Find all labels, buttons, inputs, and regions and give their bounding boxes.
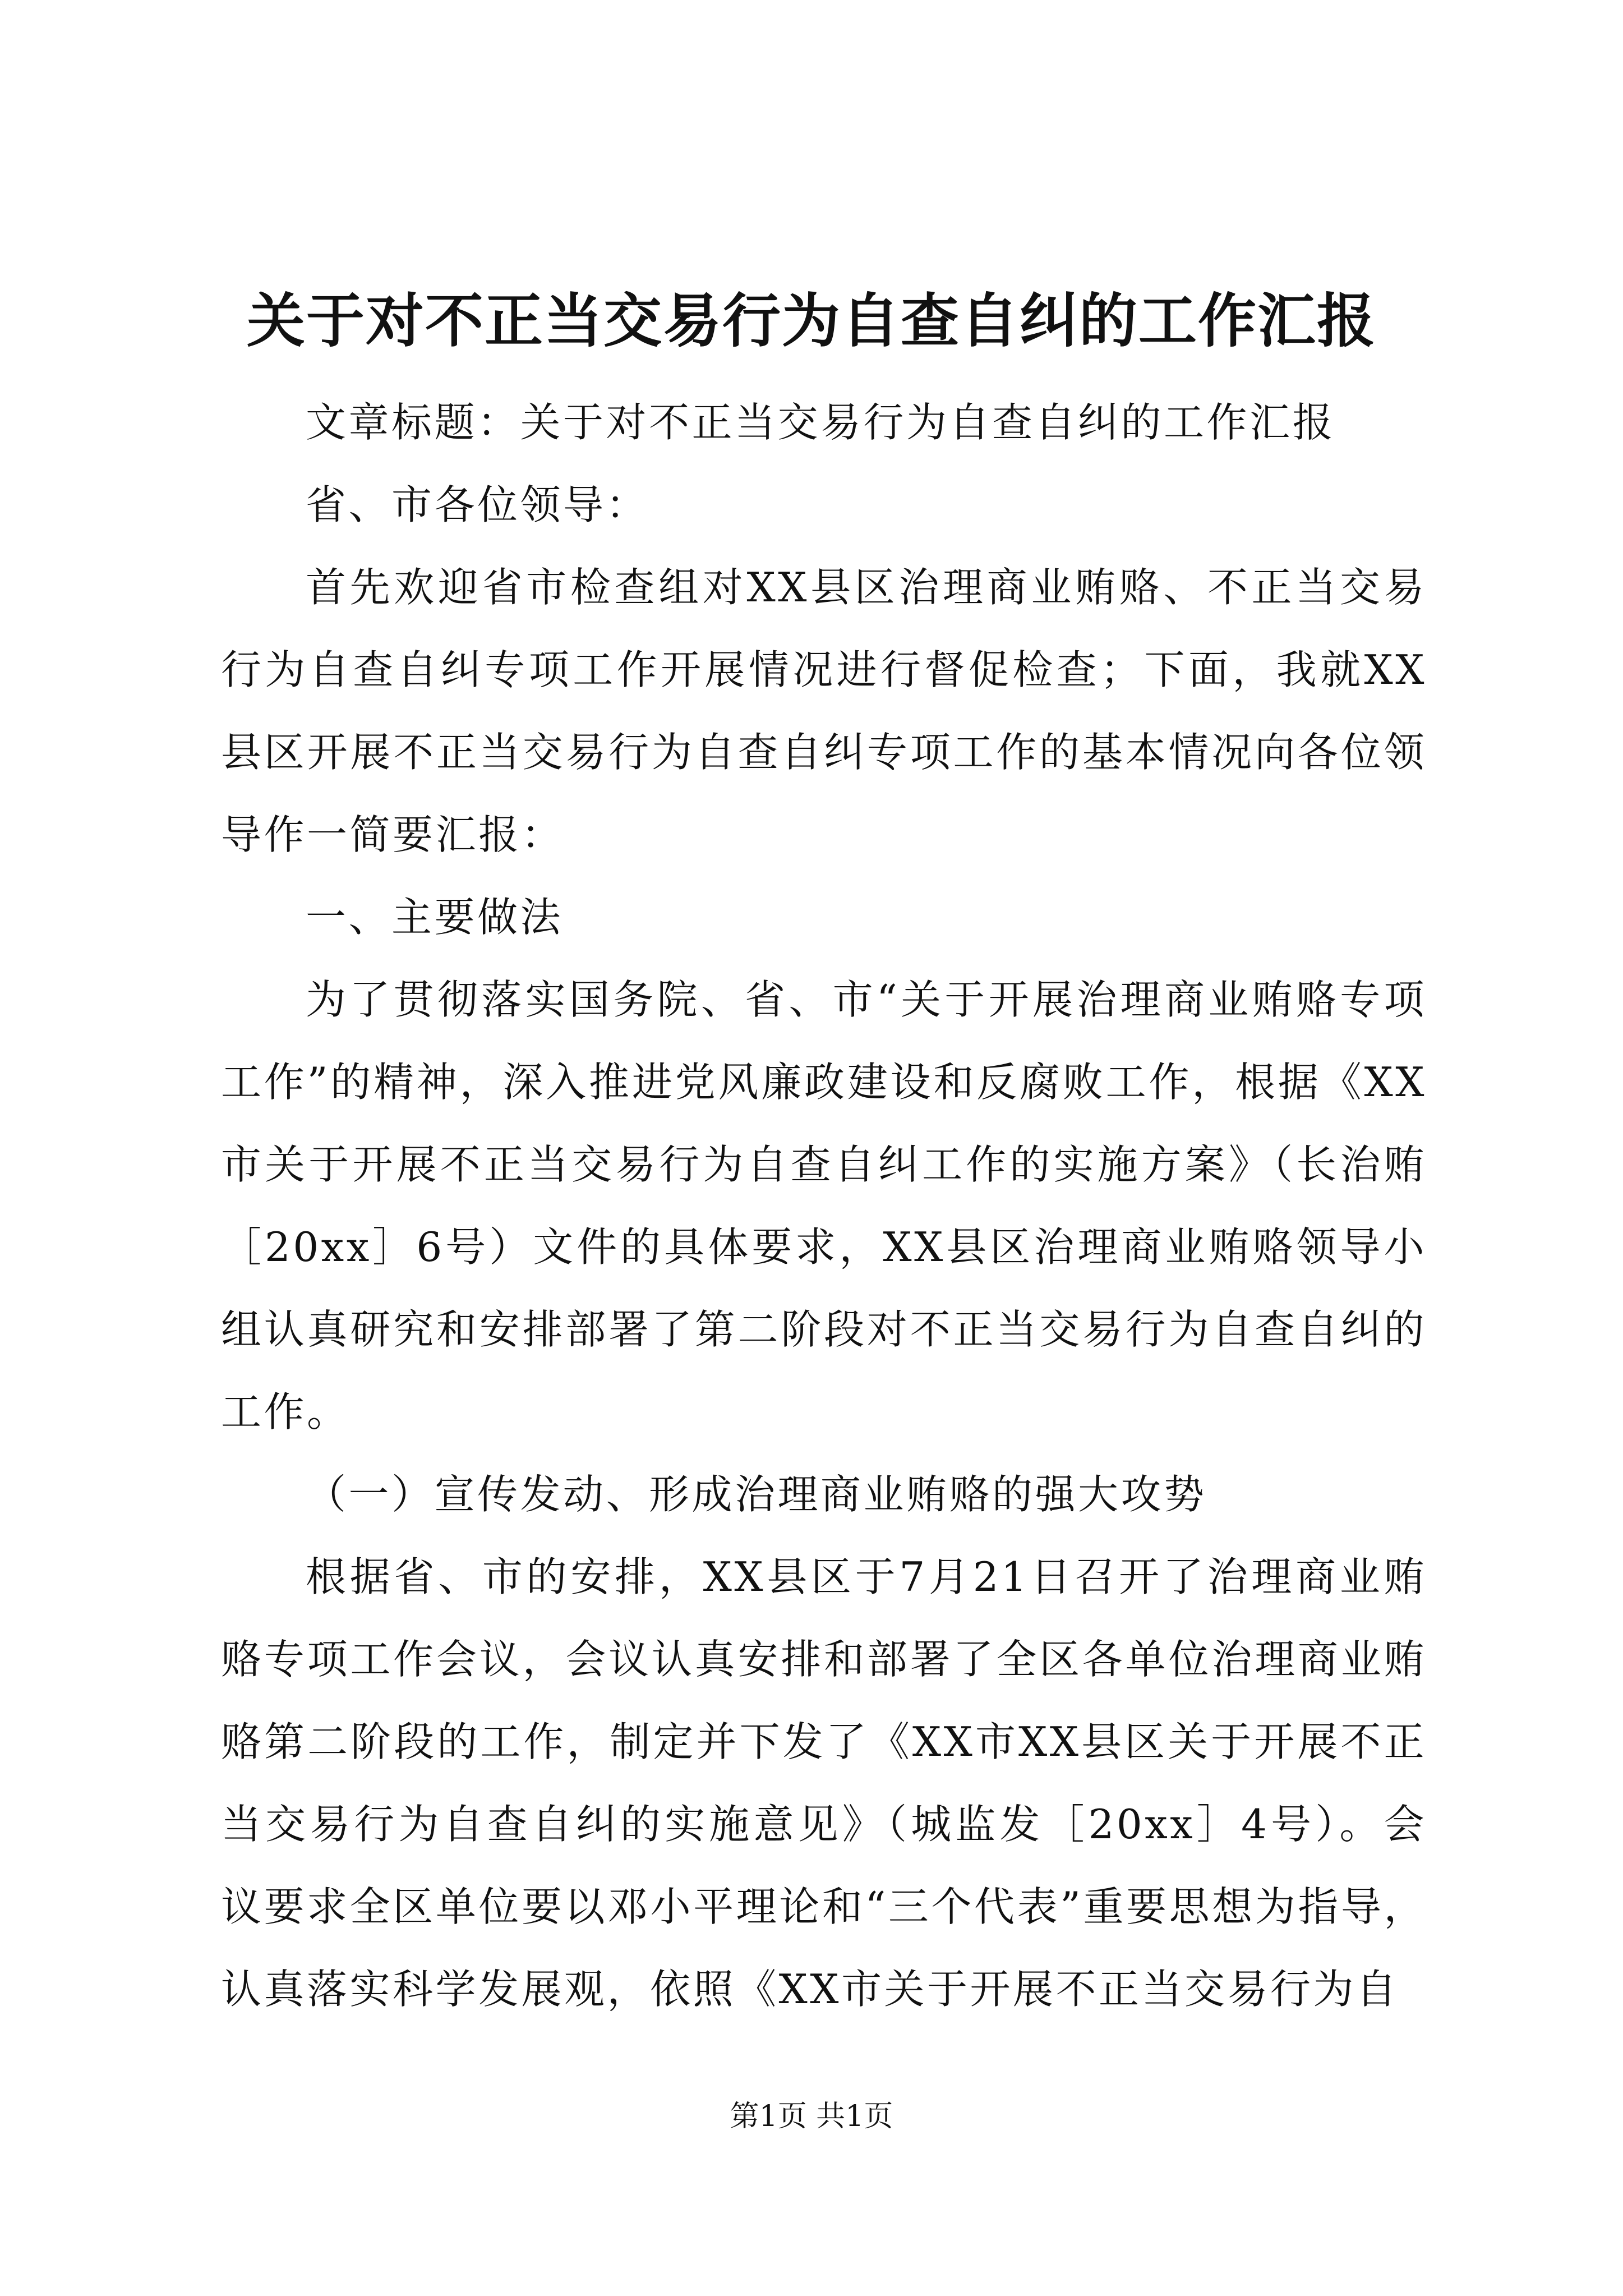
document-body	[221, 381, 1427, 2031]
body-paragraph: 根据省、市的安排，XX县区于7月21日召开了治理商业贿赂专项工作会议，会议认真安排和部署了全区各单位治理商业贿赂第二阶段的工作，制定并下发了《XX市XX县区关于开展不正当交易行为自查自纠的实施意见》（城监发［20xx］4号）。会议要求全区单位要以邓小平理论和“三个代表”重要思想为指导，认真落实科学发展观，依照《XX市关于开展不正当交易行为自	[221, 1553, 1427, 2013]
body-paragraph: 为了贯彻落实国务院、省、市“关于开展治理商业贿赂专项工作”的精神，深入推进党风廉政建设和反腐败工作，根据《XX市关于开展不正当交易行为自查自纠工作的实施方案》（长治贿［20xx］6号）文件的具体要求，XX县区治理商业贿赂领导小组认真研究和安排部署了第二阶段对不正当交易行为自查自纠的工作。	[221, 976, 1427, 1435]
page-number-footer: 第1页 共1页	[730, 2100, 893, 2133]
article-title-line: 文章标题：关于对不正当交易行为自查自纠的工作汇报	[306, 399, 1336, 446]
salutation: 省、市各位领导：	[306, 481, 649, 528]
intro-paragraph: 首先欢迎省市检查组对XX县区治理商业贿赂、不正当交易行为自查自纠专项工作开展情况进行督促检查；下面，我就XX县区开展不正当交易行为自查自纠专项工作的基本情况向各位领导作一简要汇报：	[221, 564, 1427, 858]
subsection-heading: （一）宣传发动、形成治理商业贿赂的强大攻势	[306, 1471, 1207, 1518]
document-title: 关于对不正当交易行为自查自纠的工作汇报	[246, 286, 1376, 355]
section-heading-main-practices: 一、主要做法	[306, 894, 564, 941]
